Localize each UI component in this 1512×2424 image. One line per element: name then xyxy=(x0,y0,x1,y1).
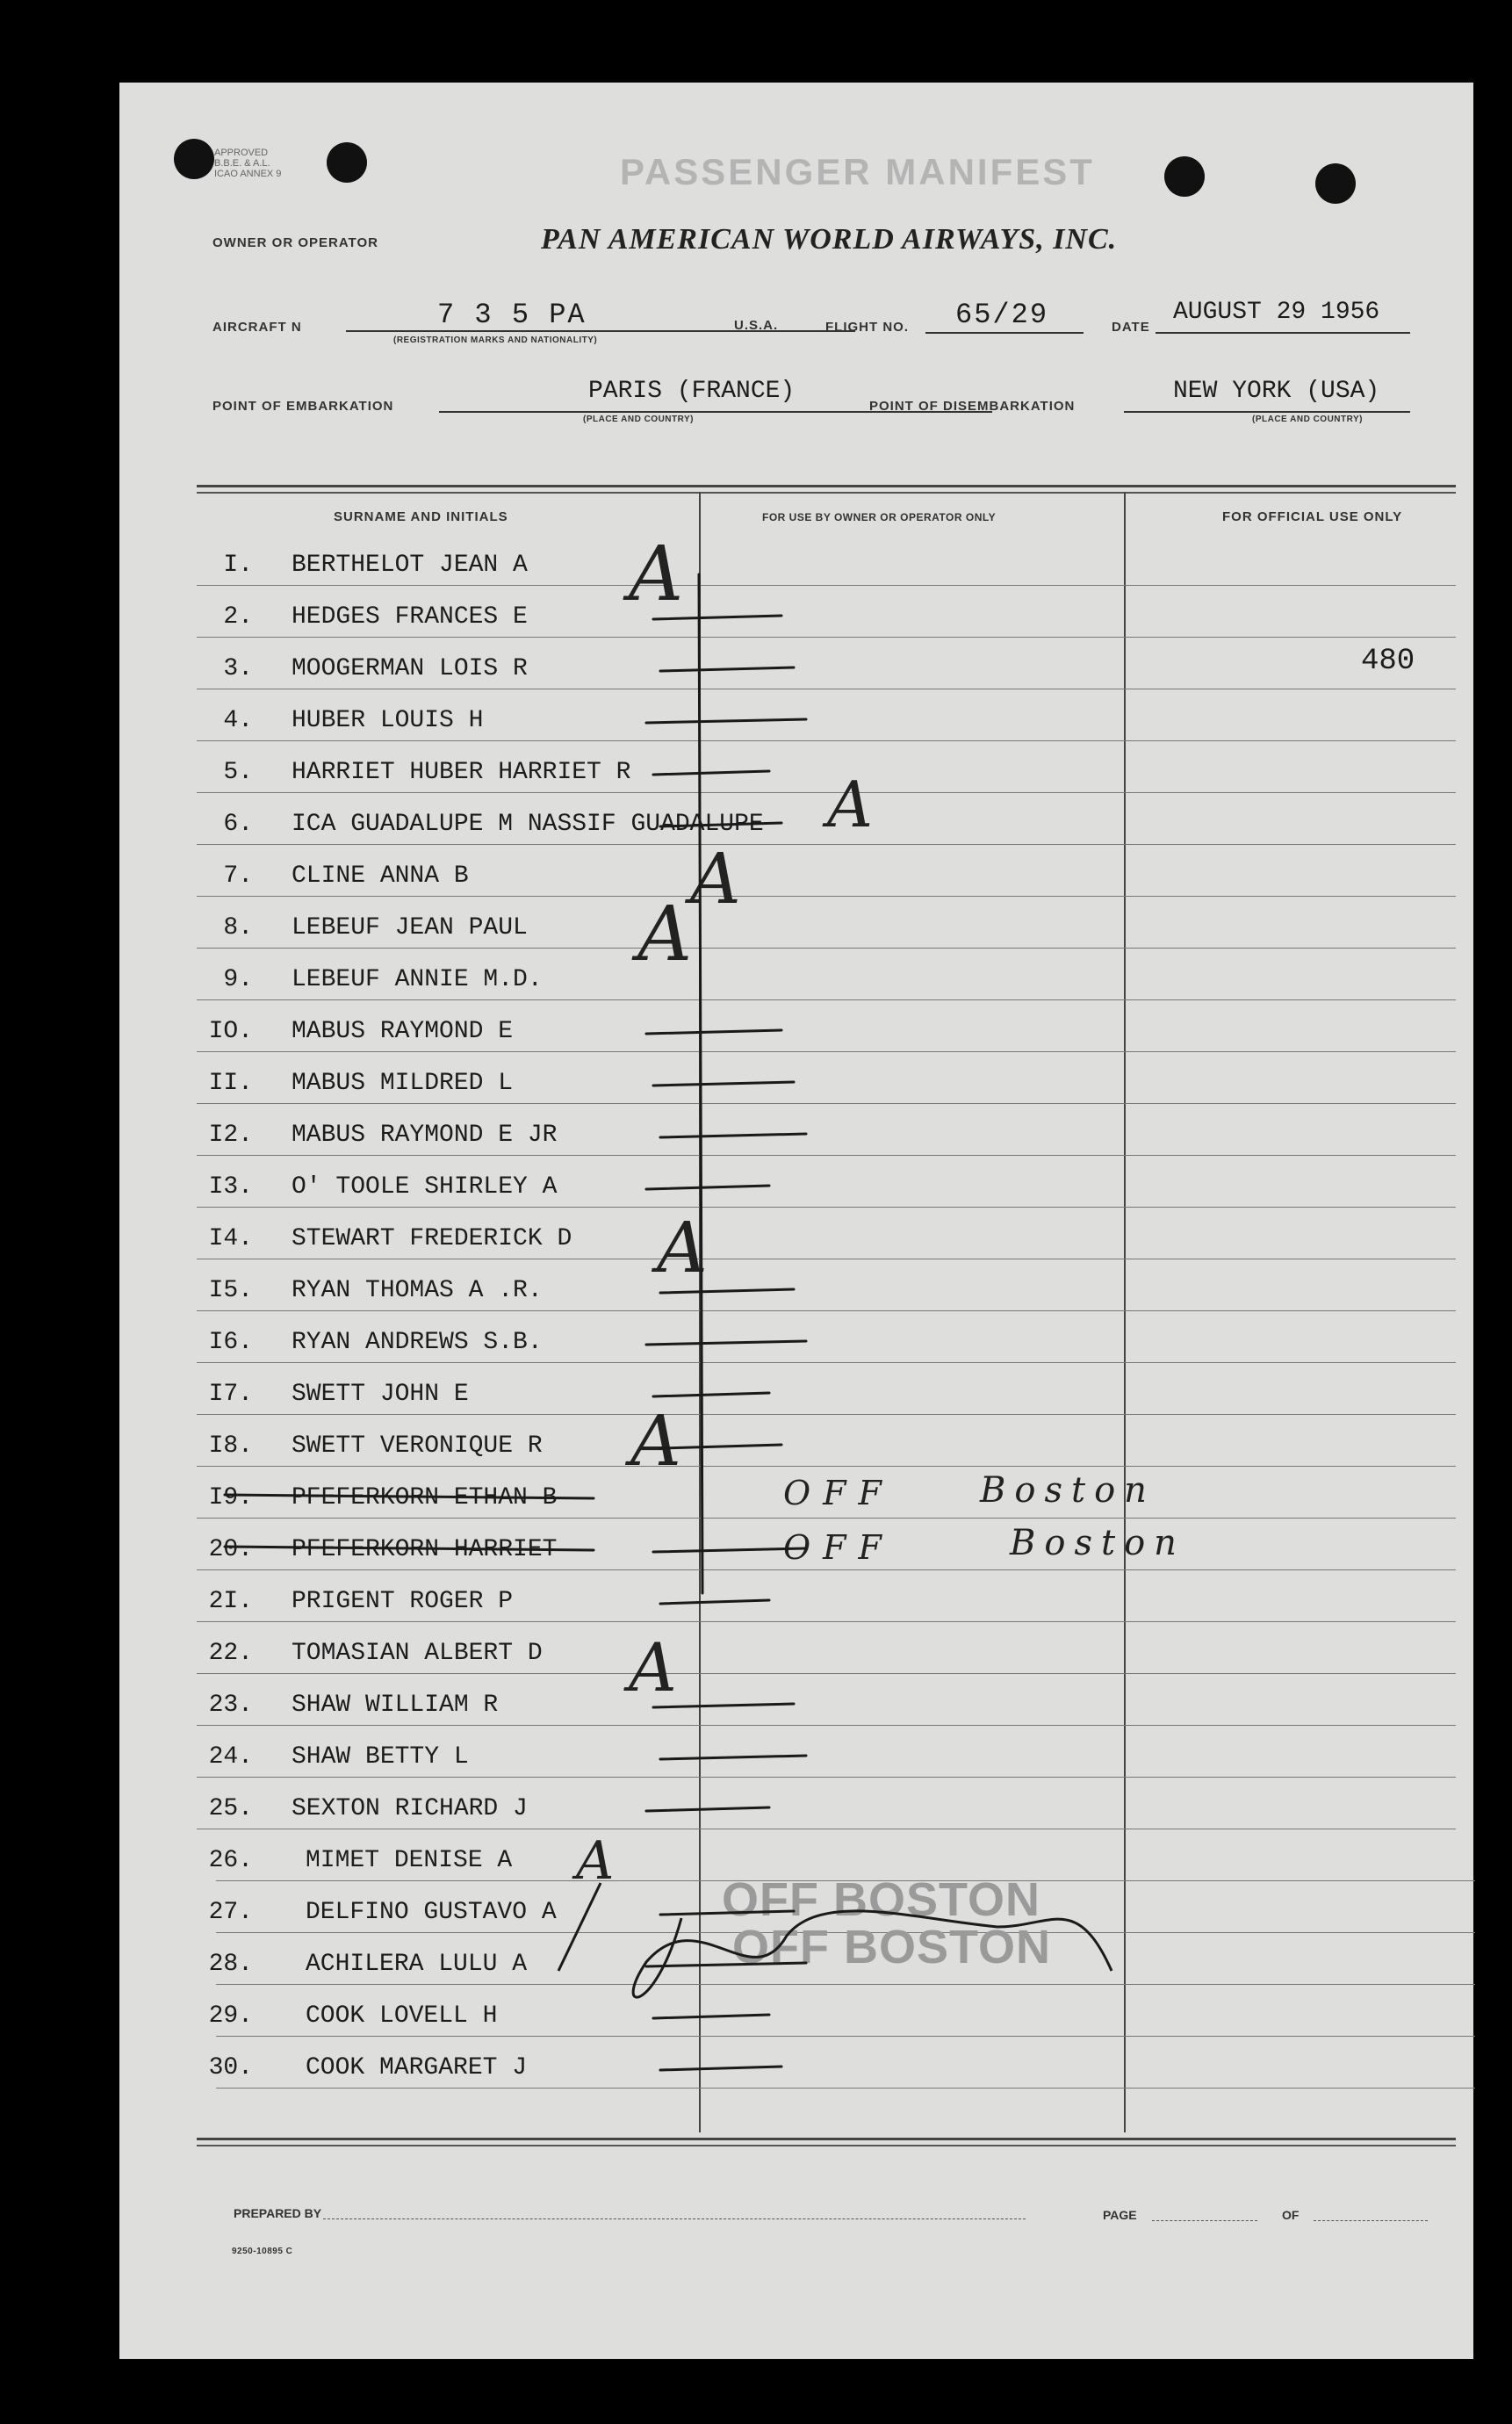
handwritten-dash xyxy=(660,1911,794,1915)
flight-label: FLIGHT NO. xyxy=(825,320,909,335)
passenger-name: SHAW BETTY L xyxy=(292,1743,469,1771)
aircraft-value: 7 3 5 PA xyxy=(437,299,587,331)
passenger-name: DELFINO GUSTAVO A xyxy=(306,1899,557,1926)
handwritten-dash xyxy=(646,1807,769,1811)
owner-label: OWNER OR OPERATOR xyxy=(212,235,378,250)
registration-caption: (REGISTRATION MARKS AND NATIONALITY) xyxy=(393,335,598,345)
operator-name: PAN AMERICAN WORLD AIRWAYS, INC. xyxy=(541,223,1118,256)
handwritten-off-note: OFF xyxy=(783,1528,894,1567)
passenger-name: TOMASIAN ALBERT D xyxy=(292,1640,543,1667)
passenger-number: 24. xyxy=(208,1743,253,1771)
passenger-number: 20. xyxy=(208,1536,253,1563)
passenger-number: 25. xyxy=(208,1795,253,1822)
handwritten-dash xyxy=(653,1393,769,1396)
document-title: PASSENGER MANIFEST xyxy=(620,151,1095,192)
aircraft-label: AIRCRAFT N xyxy=(212,320,302,335)
passenger-number: 28. xyxy=(208,1951,253,1978)
passenger-name: MOOGERMAN LOIS R xyxy=(292,655,528,682)
usa-label: U.S.A. xyxy=(734,318,779,333)
passenger-name: SEXTON RICHARD J xyxy=(292,1795,528,1822)
handwritten-a-mark: A xyxy=(690,838,741,920)
handwritten-dash xyxy=(653,771,769,775)
handwritten-dash xyxy=(660,1756,806,1759)
handwritten-dash xyxy=(653,1548,806,1552)
passenger-number: 8. xyxy=(223,914,253,941)
passenger-number: I4. xyxy=(208,1225,253,1252)
handwritten-dash xyxy=(660,1600,769,1604)
date-label: DATE xyxy=(1112,320,1150,335)
passenger-name: PFEFERKORN HARRIET xyxy=(292,1536,558,1563)
passenger-name: HUBER LOUIS H xyxy=(292,707,484,734)
passenger-name: CLINE ANNA B xyxy=(292,862,469,890)
passenger-number: 22. xyxy=(208,1640,253,1667)
embarkation-label: POINT OF EMBARKATION xyxy=(212,399,394,414)
passenger-number: 5. xyxy=(223,759,253,786)
column-header-official-use: FOR OFFICIAL USE ONLY xyxy=(1222,509,1403,524)
handwritten-dash xyxy=(653,2015,769,2018)
handwritten-dash xyxy=(653,1082,794,1086)
strike-through xyxy=(225,1495,594,1498)
passenger-name: PRIGENT ROGER P xyxy=(292,1588,514,1615)
passenger-name: PFEFERKORN ETHAN B xyxy=(292,1484,558,1511)
handwritten-boston-note: Boston xyxy=(1010,1523,1185,1563)
column-header-surname: SURNAME AND INITIALS xyxy=(334,509,508,524)
passenger-name: MABUS MILDRED L xyxy=(292,1070,514,1097)
passenger-name: HEDGES FRANCES E xyxy=(292,603,528,631)
handwritten-a-mark: A xyxy=(629,530,684,618)
passenger-number: 23. xyxy=(208,1692,253,1719)
passenger-name: SWETT JOHN E xyxy=(292,1381,469,1408)
handwritten-dash xyxy=(660,667,794,671)
passenger-number: 2I. xyxy=(208,1588,253,1615)
passenger-number: 26. xyxy=(208,1847,253,1874)
passenger-number: 3. xyxy=(223,655,253,682)
passenger-number: 4. xyxy=(223,707,253,734)
passenger-name: ACHILERA LULU A xyxy=(306,1951,528,1978)
passenger-name: COOK LOVELL H xyxy=(306,2002,498,2030)
handwritten-off-note: OFF xyxy=(783,1474,894,1512)
disembarkation-label: POINT OF DISEMBARKATION xyxy=(869,399,1076,414)
off-boston-stamp: OFF BOSTON xyxy=(722,1873,1041,1926)
embarkation-value: PARIS (FRANCE) xyxy=(588,378,796,405)
handwritten-dash xyxy=(653,616,781,619)
passenger-name: ICA GUADALUPE M NASSIF GUADALUPE xyxy=(292,811,764,838)
page-label: PAGE xyxy=(1103,2208,1137,2222)
handwritten-a-mark: A xyxy=(827,768,873,841)
column-header-owner-use: FOR USE BY OWNER OR OPERATOR ONLY xyxy=(762,511,997,523)
of-label: OF xyxy=(1282,2208,1300,2222)
passenger-name: SHAW WILLIAM R xyxy=(292,1692,499,1719)
place-caption: (PLACE AND COUNTRY) xyxy=(1252,415,1363,424)
handwritten-dash xyxy=(646,719,806,723)
passenger-number: 29. xyxy=(208,2002,253,2030)
passenger-name: MIMET DENISE A xyxy=(306,1847,513,1874)
passenger-number: 9. xyxy=(223,966,253,993)
strike-through xyxy=(225,1547,594,1550)
handwritten-a-mark: A xyxy=(576,1830,615,1892)
official-number: 480 xyxy=(1361,645,1415,678)
handwritten-dash xyxy=(646,1963,806,1966)
passenger-number: IO. xyxy=(208,1018,253,1045)
passenger-number: 7. xyxy=(223,862,253,890)
passenger-name: SWETT VERONIQUE R xyxy=(292,1432,543,1460)
prepared-by-label: PREPARED BY xyxy=(234,2206,322,2220)
handwritten-dash xyxy=(660,2067,781,2070)
handwritten-dash xyxy=(660,1134,806,1137)
handwritten-strokes xyxy=(119,83,1473,2359)
passenger-number: I. xyxy=(223,552,253,579)
place-caption: (PLACE AND COUNTRY) xyxy=(583,415,694,424)
handwritten-dash xyxy=(660,823,781,826)
passenger-name: STEWART FREDERICK D xyxy=(292,1225,572,1252)
disembarkation-value: NEW YORK (USA) xyxy=(1173,378,1380,405)
flight-value: 65/29 xyxy=(955,299,1049,331)
passenger-name: O' TOOLE SHIRLEY A xyxy=(292,1173,558,1201)
passenger-number: I2. xyxy=(208,1122,253,1149)
handwritten-boston-note: Boston xyxy=(980,1470,1156,1511)
passenger-number: I3. xyxy=(208,1173,253,1201)
passenger-number: 6. xyxy=(223,811,253,838)
passenger-number: 27. xyxy=(208,1899,253,1926)
handwritten-dash xyxy=(660,1445,781,1448)
passenger-number: I8. xyxy=(208,1432,253,1460)
passenger-name: MABUS RAYMOND E xyxy=(292,1018,514,1045)
handwritten-dash xyxy=(646,1186,769,1189)
handwritten-a-mark: A xyxy=(637,891,693,978)
handwritten-dash xyxy=(653,1704,794,1707)
manifest-sheet xyxy=(119,83,1473,2359)
passenger-number: I7. xyxy=(208,1381,253,1408)
handwritten-a-mark: A xyxy=(630,1400,681,1482)
passenger-number: 2. xyxy=(223,603,253,631)
passenger-name: HARRIET HUBER HARRIET R xyxy=(292,759,631,786)
passenger-name: LEBEUF ANNIE M.D. xyxy=(292,966,543,993)
off-boston-stamp: OFF BOSTON xyxy=(732,1921,1052,1973)
approved-stamp: APPROVED B.B.E. & A.L. ICAO ANNEX 9 xyxy=(214,148,282,179)
passenger-number: I5. xyxy=(208,1277,253,1304)
passenger-number: II. xyxy=(208,1070,253,1097)
passenger-name: LEBEUF JEAN PAUL xyxy=(292,914,528,941)
form-number: 9250-10895 C xyxy=(232,2247,293,2256)
handwritten-dash xyxy=(646,1341,806,1345)
passenger-number: I6. xyxy=(208,1329,253,1356)
passenger-name: BERTHELOT JEAN A xyxy=(292,552,528,579)
passenger-number: 30. xyxy=(208,2054,253,2081)
handwritten-dash xyxy=(660,1289,794,1293)
handwritten-a-mark: A xyxy=(629,1628,677,1706)
handwritten-dash xyxy=(646,1030,781,1034)
passenger-name: RYAN ANDREWS S.B. xyxy=(292,1329,543,1356)
date-value: AUGUST 29 1956 xyxy=(1173,299,1380,326)
handwritten-a-mark: A xyxy=(657,1207,708,1288)
passenger-number: I9. xyxy=(208,1484,253,1511)
passenger-name: MABUS RAYMOND E JR xyxy=(292,1122,558,1149)
passenger-name: COOK MARGARET J xyxy=(306,2054,528,2081)
handwritten-vertical-stroke xyxy=(699,574,702,1593)
passenger-name: RYAN THOMAS A .R. xyxy=(292,1277,543,1304)
